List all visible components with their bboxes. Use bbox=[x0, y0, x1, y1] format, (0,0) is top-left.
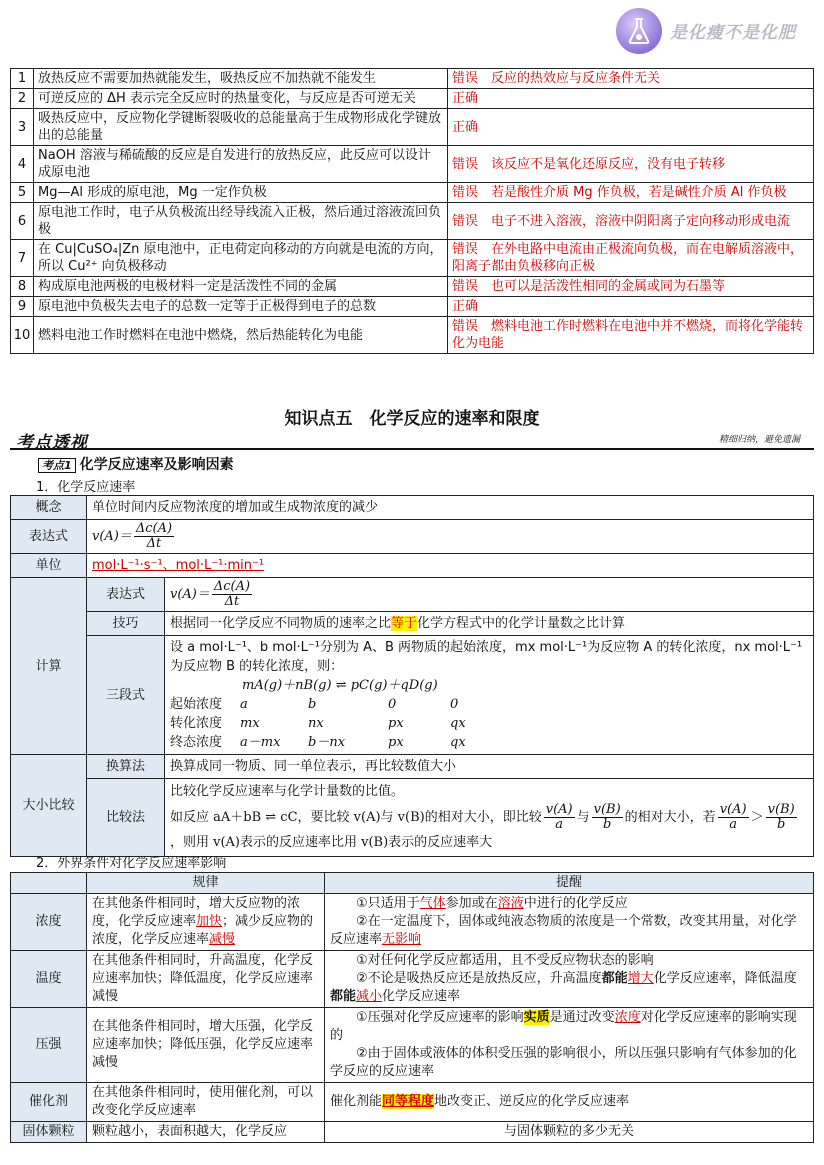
factor-name: 催化剂 bbox=[11, 1083, 87, 1122]
expr-label: 表达式 bbox=[11, 520, 87, 554]
judgment-no: 8 bbox=[11, 277, 34, 297]
flask-logo-icon bbox=[616, 8, 662, 54]
judgment-answer: 错误 也可以是活泼性相同的金属或同为石墨等 bbox=[448, 277, 814, 297]
judgment-row bbox=[11, 69, 814, 89]
judgment-question: 燃料电池工作时燃料在电池中燃烧，然后热能转化为电能 bbox=[34, 317, 448, 354]
factors-header-row bbox=[11, 873, 814, 894]
factor-row-concentration bbox=[11, 894, 814, 951]
three-step-content bbox=[165, 636, 814, 755]
judgment-answer: 错误 在外电路中电流由正极流向负极，而在电解质溶液中，阳离子都由负极移向正极 bbox=[448, 240, 814, 277]
judgment-row bbox=[11, 240, 814, 277]
judgment-question: 在 Cu|CuSO₄|Zn 原电池中，正电荷定向移动的方向就是电流的方向，所以 Cu²⁺ 向负极移动 bbox=[34, 240, 448, 277]
judgment-no: 10 bbox=[11, 317, 34, 354]
kp1-badge: 考点1 bbox=[38, 458, 76, 473]
factor-name: 压强 bbox=[11, 1008, 87, 1083]
ratio-line1: 比较化学反应速率与化学计量数的比值。 bbox=[170, 784, 405, 799]
judgment-question: NaOH 溶液与稀硫酸的反应是自发进行的放热反应，此反应可以设计成原电池 bbox=[34, 146, 448, 183]
judgment-question: 吸热反应中，反应物化学键断裂吸收的总能量高于生成物形成化学键放出的总能量 bbox=[34, 109, 448, 146]
three-step-row bbox=[11, 636, 814, 755]
watermark bbox=[612, 6, 822, 58]
judgment-table bbox=[10, 68, 814, 354]
judgment-question: 原电池工作时，电子从负极流出经导线流入正极，然后通过溶液流回负极 bbox=[34, 203, 448, 240]
judgment-no: 1 bbox=[11, 69, 34, 89]
kp1-heading bbox=[38, 454, 234, 474]
ratio-line2: 如反应 aA＋bB ⇌ cC，要比较 v(A)与 v(B)的相对大小，即比较 $\frac{v(A)}{a}$ 与 $\frac{v(B)}{b}$ 的相对大小，若 $\frac{v(A)}{a}$ ＞ $\frac{v(B)}{b}$ ，则用 v(A)表示的反应速率比用 v(B)表示的反应速率大 bbox=[170, 802, 795, 850]
judgment-row bbox=[11, 183, 814, 203]
factor-name: 固体颗粒 bbox=[11, 1122, 87, 1143]
factors-table bbox=[10, 872, 814, 1143]
factor-row-temperature bbox=[11, 951, 814, 1008]
factor-rule: 颗粒越小，表面积越大，化学反应 bbox=[87, 1122, 325, 1143]
factor-name: 浓度 bbox=[11, 894, 87, 951]
judgment-row bbox=[11, 317, 814, 354]
unit-text: mol·L⁻¹·s⁻¹、mol·L⁻¹·min⁻¹ bbox=[87, 554, 814, 578]
concept-text: 单位时间内反应物浓度的增加或生成物浓度的减少 bbox=[87, 496, 814, 520]
judgment-answer: 正确 bbox=[448, 109, 814, 146]
judgment-row bbox=[11, 277, 814, 297]
factor-name: 温度 bbox=[11, 951, 87, 1008]
factor-tip: ①只适用于气体参加或在溶液中进行的化学反应 ②在一定温度下，固体或纯液态物质的浓度是一个常数，改变其用量，对化学反应速率无影响 bbox=[325, 894, 814, 951]
judgment-question: 可逆反应的 ΔH 表示完全反应时的热量变化，与反应是否可逆无关 bbox=[34, 89, 448, 109]
factor-rule: 在其他条件相同时，使用催化剂，可以改变化学反应速率 bbox=[87, 1083, 325, 1122]
judgment-no: 3 bbox=[11, 109, 34, 146]
three-step-intro: 设 a mol·L⁻¹、b mol·L⁻¹分别为 A、B 两物质的起始浓度，mx mol·L⁻¹为反应物 A 的转化浓度，nx mol·L⁻¹为反应物 B 的转化浓度，则： bbox=[170, 640, 803, 674]
factor-rule: 在其他条件相同时，增大压强，化学反应速率加快；降低压强，化学反应速率减慢 bbox=[87, 1008, 325, 1083]
three-step-line: 终态浓度 a－mx b－nx px qx bbox=[170, 735, 466, 750]
judgment-answer: 错误 该反应不是氧化还原反应，没有电子转移 bbox=[448, 146, 814, 183]
calc-expr-label: 表达式 bbox=[87, 578, 165, 612]
judgment-answer: 错误 燃料电池工作时燃料在电池中并不燃烧，而将化学能转化为电能 bbox=[448, 317, 814, 354]
skill-row bbox=[11, 612, 814, 636]
judgment-row bbox=[11, 109, 814, 146]
unit-row bbox=[11, 554, 814, 578]
judgment-question: 原电池中负极失去电子的总数一定等于正极得到电子的总数 bbox=[34, 297, 448, 317]
judgment-row bbox=[11, 297, 814, 317]
overview-motto: 精细归纳，避免遗漏 bbox=[718, 435, 800, 445]
concept-label: 概念 bbox=[11, 496, 87, 520]
three-step-label: 三段式 bbox=[87, 636, 165, 755]
judgment-no: 4 bbox=[11, 146, 34, 183]
compare-label: 大小比较 bbox=[11, 755, 87, 857]
calc-expr-formula: v(A)＝ $\frac{\Delta c(A)}{\Delta t}$ bbox=[165, 578, 814, 612]
three-step-line: 起始浓度 a b 0 0 bbox=[170, 697, 459, 712]
concept-row bbox=[11, 496, 814, 520]
factor-tip: ①压强对化学反应速率的影响实质是通过改变浓度对化学反应速率的影响实现的 ②由于固体或液体的体积受压强的影响很小，所以压强只影响有气体参加的化学反应的反应速率 bbox=[325, 1008, 814, 1083]
factor-tip: 与固体颗粒的多少无关 bbox=[325, 1122, 814, 1143]
expr-row bbox=[11, 520, 814, 554]
judgment-no: 2 bbox=[11, 89, 34, 109]
judgment-no: 6 bbox=[11, 203, 34, 240]
factor-row-particle bbox=[11, 1122, 814, 1143]
expr-formula: v(A)＝ $\frac{\Delta c(A)}{\Delta t}$ bbox=[87, 520, 814, 554]
calc-expr-row bbox=[11, 578, 814, 612]
convert-row bbox=[11, 755, 814, 779]
watermark-text: 是化瘦不是化肥 bbox=[670, 23, 796, 43]
rate-table bbox=[10, 495, 814, 857]
ratio-row bbox=[11, 779, 814, 857]
judgment-answer: 错误 反应的热效应与反应条件无关 bbox=[448, 69, 814, 89]
overview-label: 考点透视 bbox=[16, 433, 88, 453]
factor-rule: 在其他条件相同时，增大反应物的浓度，化学反应速率加快；减少反应物的浓度，化学反应速率减慢 bbox=[87, 894, 325, 951]
factor-tip: 催化剂能同等程度地改变正、逆反应的化学反应速率 bbox=[325, 1083, 814, 1122]
judgment-no: 9 bbox=[11, 297, 34, 317]
judgment-no: 5 bbox=[11, 183, 34, 203]
col-tip: 提醒 bbox=[325, 873, 814, 894]
three-step-line: 转化浓度 mx nx px qx bbox=[170, 716, 466, 731]
col-rule: 规律 bbox=[87, 873, 325, 894]
ratio-content bbox=[165, 779, 814, 857]
factor-row-pressure bbox=[11, 1008, 814, 1083]
skill-label: 技巧 bbox=[87, 612, 165, 636]
three-step-equation: mA(g)＋nB(g) ⇌ pC(g)＋qD(g) bbox=[242, 678, 438, 693]
judgment-question: 放热反应不需要加热就能发生，吸热反应不加热就不能发生 bbox=[34, 69, 448, 89]
judgment-row bbox=[11, 89, 814, 109]
subheading-factors: 2．外界条件对化学反应速率影响 bbox=[36, 856, 227, 871]
overview-bar bbox=[10, 426, 814, 453]
judgment-row bbox=[11, 146, 814, 183]
divider bbox=[10, 448, 814, 450]
ratio-label: 比较法 bbox=[87, 779, 165, 857]
convert-text: 换算成同一物质、同一单位表示，再比较数值大小 bbox=[165, 755, 814, 779]
unit-label: 单位 bbox=[11, 554, 87, 578]
convert-label: 换算法 bbox=[87, 755, 165, 779]
judgment-answer: 正确 bbox=[448, 297, 814, 317]
factor-rule: 在其他条件相同时，升高温度，化学反应速率加快；降低温度，化学反应速率减慢 bbox=[87, 951, 325, 1008]
section-title: 知识点五 化学反应的速率和限度 bbox=[284, 409, 540, 429]
subheading-rate: 1．化学反应速率 bbox=[36, 480, 136, 495]
judgment-no: 7 bbox=[11, 240, 34, 277]
factor-tip: ①对任何化学反应都适用，且不受反应物状态的影响 ②不论是吸热反应还是放热反应，升高温度都能增大化学反应速率，降低温度都能减小化学反应速率 bbox=[325, 951, 814, 1008]
judgment-row bbox=[11, 203, 814, 240]
judgment-answer: 错误 若是酸性介质 Mg 作负极，若是碱性介质 Al 作负极 bbox=[448, 183, 814, 203]
judgment-answer: 正确 bbox=[448, 89, 814, 109]
judgment-question: 构成原电池两极的电极材料一定是活泼性不同的金属 bbox=[34, 277, 448, 297]
calc-label: 计算 bbox=[11, 578, 87, 755]
judgment-question: Mg—Al 形成的原电池，Mg 一定作负极 bbox=[34, 183, 448, 203]
judgment-answer: 错误 电子不进入溶液，溶液中阴阳离子定向移动形成电流 bbox=[448, 203, 814, 240]
factor-row-catalyst bbox=[11, 1083, 814, 1122]
skill-text: 根据同一化学反应不同物质的速率之比等于化学方程式中的化学计量数之比计算 bbox=[165, 612, 814, 636]
kp1-title: 化学反应速率及影响因素 bbox=[79, 457, 234, 473]
